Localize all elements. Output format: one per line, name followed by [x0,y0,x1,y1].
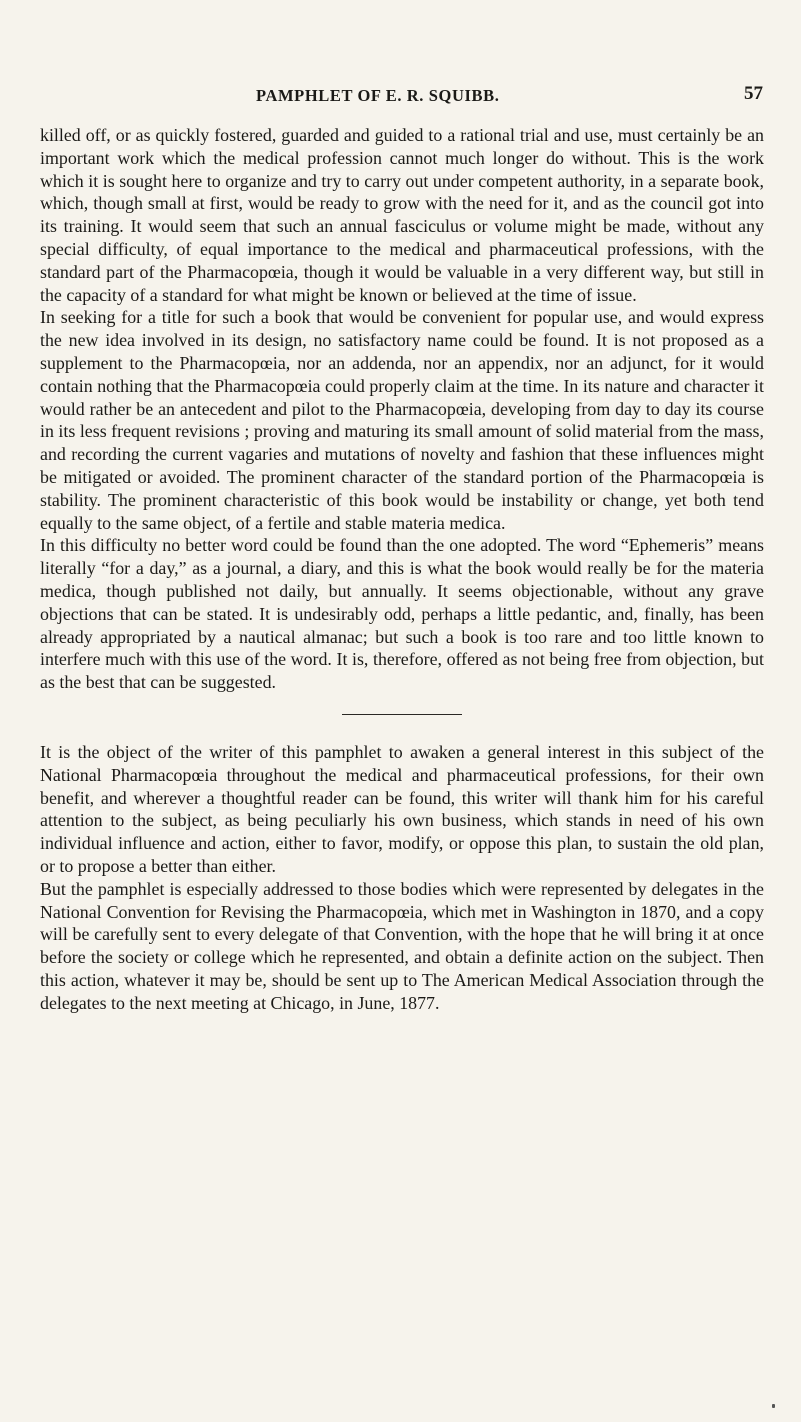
paragraph-2: In seeking for a title for such a book that would be convenient for popular use, and would express the new idea involved in its design, no satisfactory name could be found. It is not proposed as a supplement to the Pharmacopœia, nor an addenda, nor an appendix, nor an adjunct, for it would contain nothing that the Pharmacopœia could properly claim at the time. In its nature and character it would rather be an antecedent and pilot to the Pharmacopœia, developing from day to day its course in its less frequent revisions ; proving and maturing its small amount of solid material from the mass, and recording the current vagaries and mutations of novelty and fashion that these influences might be mitigated or avoided. The prominent character of the standard portion of the Pharmacopœia is stability. The prominent characteristic of this book would be instability or change, yet both tend equally to the same object, of a fertile and stable materia medica. [40,307,764,533]
paragraph-1: killed off, or as quickly fostered, guarded and guided to a rational trial and use, must certainly be an important work which the medical profession cannot much longer do without. This is the work which it is sought here to organize and try to carry out under competent authority, in a separate book, which, though small at first, would be ready to grow with the need for it, and as the council got into its training. It would seem that such an annual fasciculus or volume might be made, without any special difficulty, of equal importance to the medical and pharmaceutical professions, with the standard part of the Pharmacopœia, though it would be valuable in a very different way, but still in the capacity of a standard for what might be known or believed at the time of issue. [40,125,764,305]
paragraph-5: But the pamphlet is especially addressed to those bodies which were represented by delegates in the National Convention for Revising the Pharmacopœia, which met in Washington in 1870, and a copy will be carefully sent to every delegate of that Convention, with the hope that he will bring it at once before the society or college which he represented, and obtain a definite action on the subject. Then this action, whatever it may be, should be sent up to The American Medical Association through the delegates to the next meeting at Chicago, in June, 1877. [40,878,764,1013]
section-divider [342,714,462,715]
paragraph-3: In this difficulty no better word could be found than the one adopted. The word “Ephemeris” means literally “for a day,” as a journal, a diary, and this is what the book would really be for the materia medica, though published not daily, but annually. It seems objectionable, without any grave objections that can be stated. It is undesirably odd, perhaps a little pedantic, and, finally, has been already appropriated by a nautical almanac; but such a book is too rare and too little known to interfere much with this use of the word. It is, therefore, offered as not being free from objection, but as the best that can be suggested. [40,535,764,693]
running-head-title: PAMPHLET OF E. R. SQUIBB. [256,86,500,105]
page-number: 57 [744,83,763,104]
body-text [40,124,764,1014]
paragraph-4: It is the object of the writer of this pamphlet to awaken a general interest in this subject of the National Pharmacopœia throughout the medical and pharmaceutical professions, for their own benefit, and wherever a thoughtful reader can be found, this writer will thank him for his careful attention to the subject, as being peculiarly his own business, which stands in need of his own individual influence and action, either to favor, modify, or oppose this plan, to sustain the old plan, or to propose a better than either. [40,741,764,876]
print-speck [772,1404,775,1408]
